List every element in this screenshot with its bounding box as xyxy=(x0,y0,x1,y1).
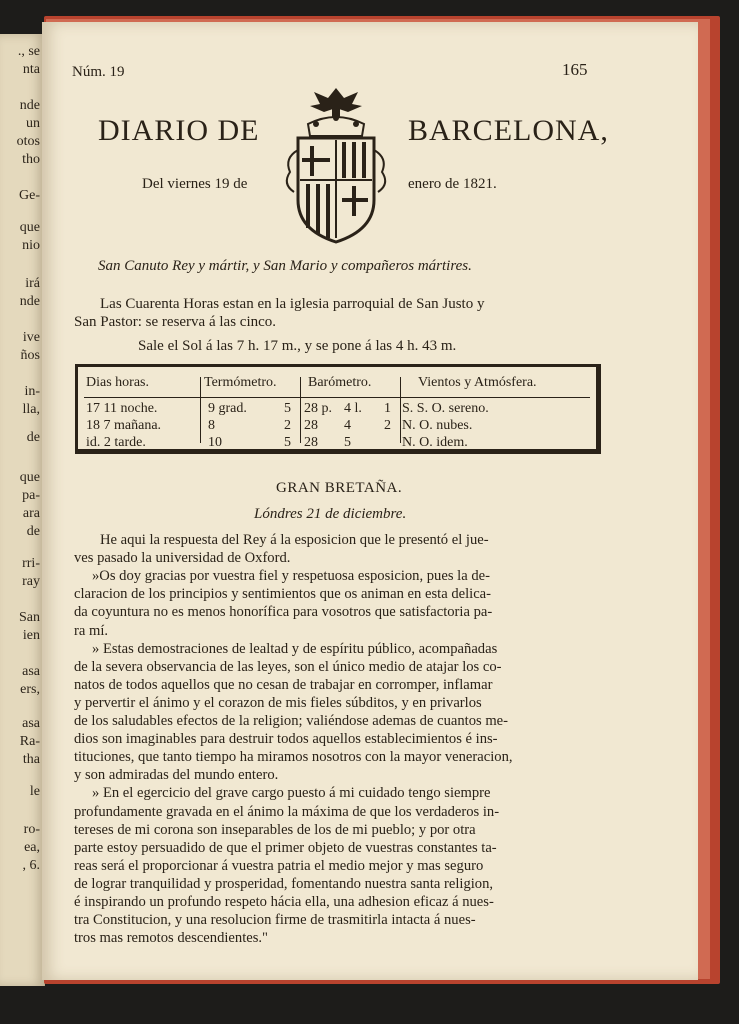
article-line: de lograr tranquilidad y prosperidad, fomentando nuestra santa religion, xyxy=(74,875,494,892)
previous-page-text-fragment: que xyxy=(19,470,40,485)
previous-page-text-fragment: tho xyxy=(22,152,40,167)
previous-page-text-fragment: un xyxy=(26,116,40,131)
article-line: ra mí. xyxy=(74,622,109,639)
article-line: tra Constitucion, y una resolucion firme de trasmitirla intacta á nues- xyxy=(74,912,476,929)
previous-page-text-fragment: nio xyxy=(22,238,40,253)
previous-page-text-fragment: ien xyxy=(22,628,40,643)
previous-page-text-fragment: ños xyxy=(20,348,40,363)
previous-page-text-fragment: nde xyxy=(19,294,40,309)
previous-page-text-fragment: asa xyxy=(22,664,40,679)
weather-cell: 5 xyxy=(284,435,291,450)
weather-cell: 5 xyxy=(344,435,351,450)
previous-page-text-fragment: lla, xyxy=(22,402,40,417)
weather-cell: 28 xyxy=(304,418,318,433)
weather-cell: 9 grad. xyxy=(208,401,247,416)
previous-page-text-fragment: asa xyxy=(22,716,40,731)
weather-cell: 28 p. xyxy=(304,401,332,416)
previous-page-text-fragment: otos xyxy=(16,134,40,149)
weather-cell: N. O. nubes. xyxy=(402,418,473,433)
article-line: tereses de mi corona son inseparables de los de mi pueblo; y por otra xyxy=(74,821,476,838)
previous-page-text-fragment: ., se xyxy=(17,44,40,59)
weather-cell: 4 l. xyxy=(344,401,362,416)
article-line: de la severa observancia de las leyes, son el único medio de atajar los co- xyxy=(74,658,502,675)
weather-cell: 18 7 mañana. xyxy=(86,418,162,433)
previous-page-text-fragment: ara xyxy=(22,506,40,521)
weather-cell: 4 xyxy=(344,418,351,433)
article-line: de los saludables efectos de la religion; valiéndose ademas de cuantos me- xyxy=(74,713,509,729)
previous-page-text-fragment: Ra- xyxy=(19,734,40,749)
article-line: ves pasado la universidad de Oxford. xyxy=(74,550,291,567)
article-line: y son admiradas del mundo entero. xyxy=(74,767,279,784)
article-line: He aqui la respuesta del Rey á la esposicion que le presentó el jue- xyxy=(100,532,489,548)
previous-page-fragment xyxy=(0,34,45,986)
previous-page-text-fragment: ers, xyxy=(20,682,40,697)
article-line: profundamente gravada en el ánimo la máxima de que los verdaderos in- xyxy=(74,803,500,820)
issue-date-right: enero de 1821. xyxy=(408,176,497,192)
previous-page-text-fragment: ray xyxy=(22,574,40,589)
previous-page-text-fragment: San xyxy=(19,610,40,625)
barcelona-coat-of-arms-icon xyxy=(276,80,396,250)
weather-header-cell: Barómetro. xyxy=(308,375,372,390)
weather-header-cell: Dias horas. xyxy=(86,375,149,390)
weather-header-cell: Vientos y Atmósfera. xyxy=(418,375,537,390)
issue-number: Núm. 19 xyxy=(72,64,125,80)
sunrise-sunset: Sale el Sol á las 7 h. 17 m., y se pone á las 4 h. 43 m. xyxy=(138,338,457,354)
previous-page-text-fragment: nde xyxy=(19,98,40,113)
previous-page-text-fragment: de xyxy=(26,524,40,539)
article-line: » En el egercicio del grave cargo puesto á mi cuidado tengo siempre xyxy=(92,785,491,802)
previous-page-text-fragment: tha xyxy=(22,752,40,767)
previous-page-text-fragment: nta xyxy=(22,62,40,77)
previous-page-text-fragment: rri- xyxy=(22,556,40,571)
forty-hours-line: San Pastor: se reserva á las cinco. xyxy=(74,314,277,330)
previous-page-text-fragment: ea, xyxy=(24,840,40,855)
weather-cell: 28 xyxy=(304,435,318,450)
weather-cell: 5 xyxy=(284,401,291,416)
newspaper-page xyxy=(42,22,698,980)
article-dateline: Lóndres 21 de diciembre. xyxy=(254,506,407,522)
previous-page-text-fragment: in- xyxy=(24,384,40,399)
previous-page-text-fragment: ive xyxy=(22,330,40,345)
previous-page-text-fragment: pa- xyxy=(22,488,40,503)
article-line: parte estoy persuadido de que el primer objeto de vuestras constantes ta- xyxy=(74,839,497,856)
previous-page-text-fragment: ro- xyxy=(23,822,40,837)
previous-page-text-fragment: , 6. xyxy=(22,858,40,873)
issue-date-left: Del viernes 19 de xyxy=(142,176,248,192)
masthead-left: DIARIO DE xyxy=(98,114,260,147)
article-line: é inspirando un profundo respeto hácia ella, una adhesion eficaz á nues- xyxy=(74,894,494,910)
weather-table xyxy=(75,364,601,454)
article-line: y pervertir el ánimo y el corazon de mis fieles súbditos, y en privarlos xyxy=(74,694,482,711)
previous-page-text-fragment: le xyxy=(29,784,40,799)
previous-page-text-fragment: Ge- xyxy=(19,188,40,203)
article-line: » Estas demostraciones de lealtad y de espíritu público, acompañadas xyxy=(92,640,498,657)
weather-cell: 10 xyxy=(208,435,222,450)
weather-cell: 17 11 noche. xyxy=(86,401,158,416)
masthead-right: BARCELONA, xyxy=(408,114,609,147)
previous-page-text-fragment: irá xyxy=(25,276,40,291)
section-heading: GRAN BRETAÑA. xyxy=(276,480,403,496)
weather-cell: 8 xyxy=(208,418,215,433)
article-line: da coyuntura no es menos honorífica para vosotros que satisfactoria pa- xyxy=(74,604,493,621)
weather-cell: id. 2 tarde. xyxy=(86,435,146,450)
weather-cell: 2 xyxy=(384,418,391,433)
weather-cell: 1 xyxy=(384,401,391,416)
weather-cell: N. O. idem. xyxy=(402,435,468,450)
previous-page-text-fragment: que xyxy=(19,220,40,235)
article-line: tros mas remotos descendientes." xyxy=(74,930,269,947)
article-line: dios son imaginables para destruir todos aquellos establecimientos é ins- xyxy=(74,731,498,748)
article-line: »Os doy gracias por vuestra fiel y respetuosa esposicion, pues la de- xyxy=(92,568,490,585)
saints-of-the-day: San Canuto Rey y mártir, y San Mario y compañeros mártires. xyxy=(98,258,472,274)
article-line: natos de todos aquellos que no cesan de trabajar en corromper, inflamar xyxy=(74,676,493,693)
page-number: 165 xyxy=(562,60,588,79)
article-line: reas será el proporcionar á vuestra patria el medio mejor y mas seguro xyxy=(74,857,484,874)
previous-page-text-fragment: de xyxy=(26,430,40,445)
weather-cell: 2 xyxy=(284,418,291,433)
weather-header-cell: Termómetro. xyxy=(204,375,277,390)
article-line: tituciones, que tanto tiempo ha miramos nosotros con la mayor veneracion, xyxy=(74,749,513,766)
article-line: claracion de los principios y sentimientos que os animan en esta delica- xyxy=(74,586,492,603)
forty-hours-line: Las Cuarenta Horas estan en la iglesia parroquial de San Justo y xyxy=(100,296,485,312)
weather-cell: S. S. O. sereno. xyxy=(402,401,489,416)
